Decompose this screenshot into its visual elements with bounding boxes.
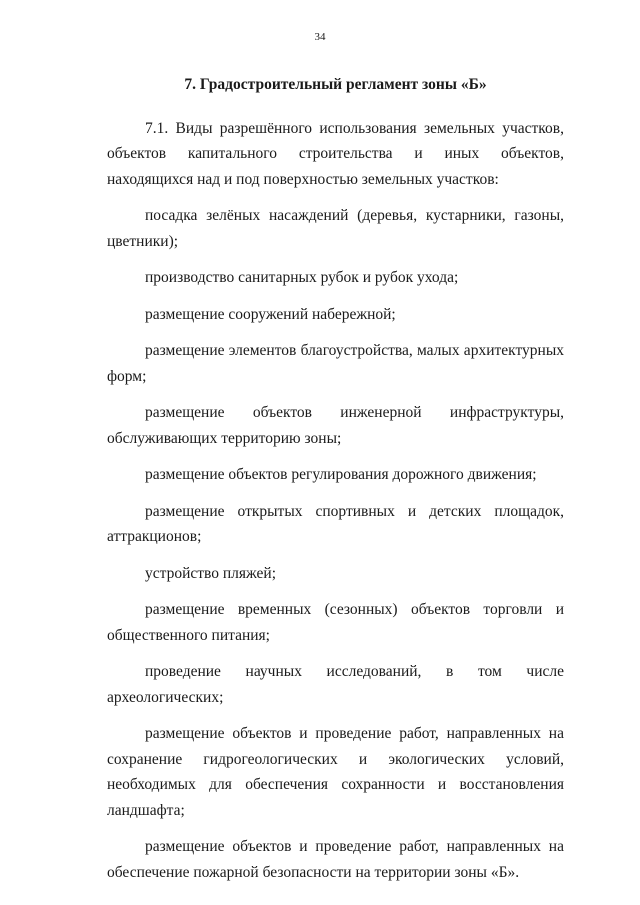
list-item: устройство пляжей; bbox=[145, 564, 277, 582]
list-item: проведение научных исследований, в том числе археологических; bbox=[107, 663, 564, 706]
list-item: размещение сооружений набережной; bbox=[145, 305, 396, 323]
list-item: размещение объектов и проведение работ, направленных на обеспечение пожарной безопасности на территории зоны «Б». bbox=[107, 838, 564, 881]
list-item: размещение открытых спортивных и детских площадок, аттракционов; bbox=[107, 502, 564, 545]
document-body bbox=[107, 72, 564, 896]
list-item: размещение объектов и проведение работ, направленных на сохранение гидрогеологических и экологических условий, необходимых для обеспечения сохранности и восстановления ландшафта; bbox=[107, 725, 564, 819]
list-item: размещение элементов благоустройства, малых архитектурных форм; bbox=[107, 342, 564, 385]
section-intro: 7.1. Виды разрешённого использования земельных участков, объектов капитального строительства и иных объектов, находящихся над и под поверхностью земельных участков: bbox=[107, 119, 564, 188]
list-item: размещение объектов регулирования дорожного движения; bbox=[145, 466, 537, 483]
list-item: производство санитарных рубок и рубок ухода; bbox=[145, 269, 459, 286]
page-number: 34 bbox=[314, 31, 326, 43]
list-item: размещение временных (сезонных) объектов торговли и общественного питания; bbox=[107, 601, 564, 644]
list-item: размещение объектов инженерной инфраструктуры, обслуживающих территорию зоны; bbox=[107, 404, 564, 447]
list-item: посадка зелёных насаждений (деревья, кустарники, газоны, цветники); bbox=[107, 207, 564, 250]
section-heading: 7. Градостроительный регламент зоны «Б» bbox=[184, 76, 487, 93]
